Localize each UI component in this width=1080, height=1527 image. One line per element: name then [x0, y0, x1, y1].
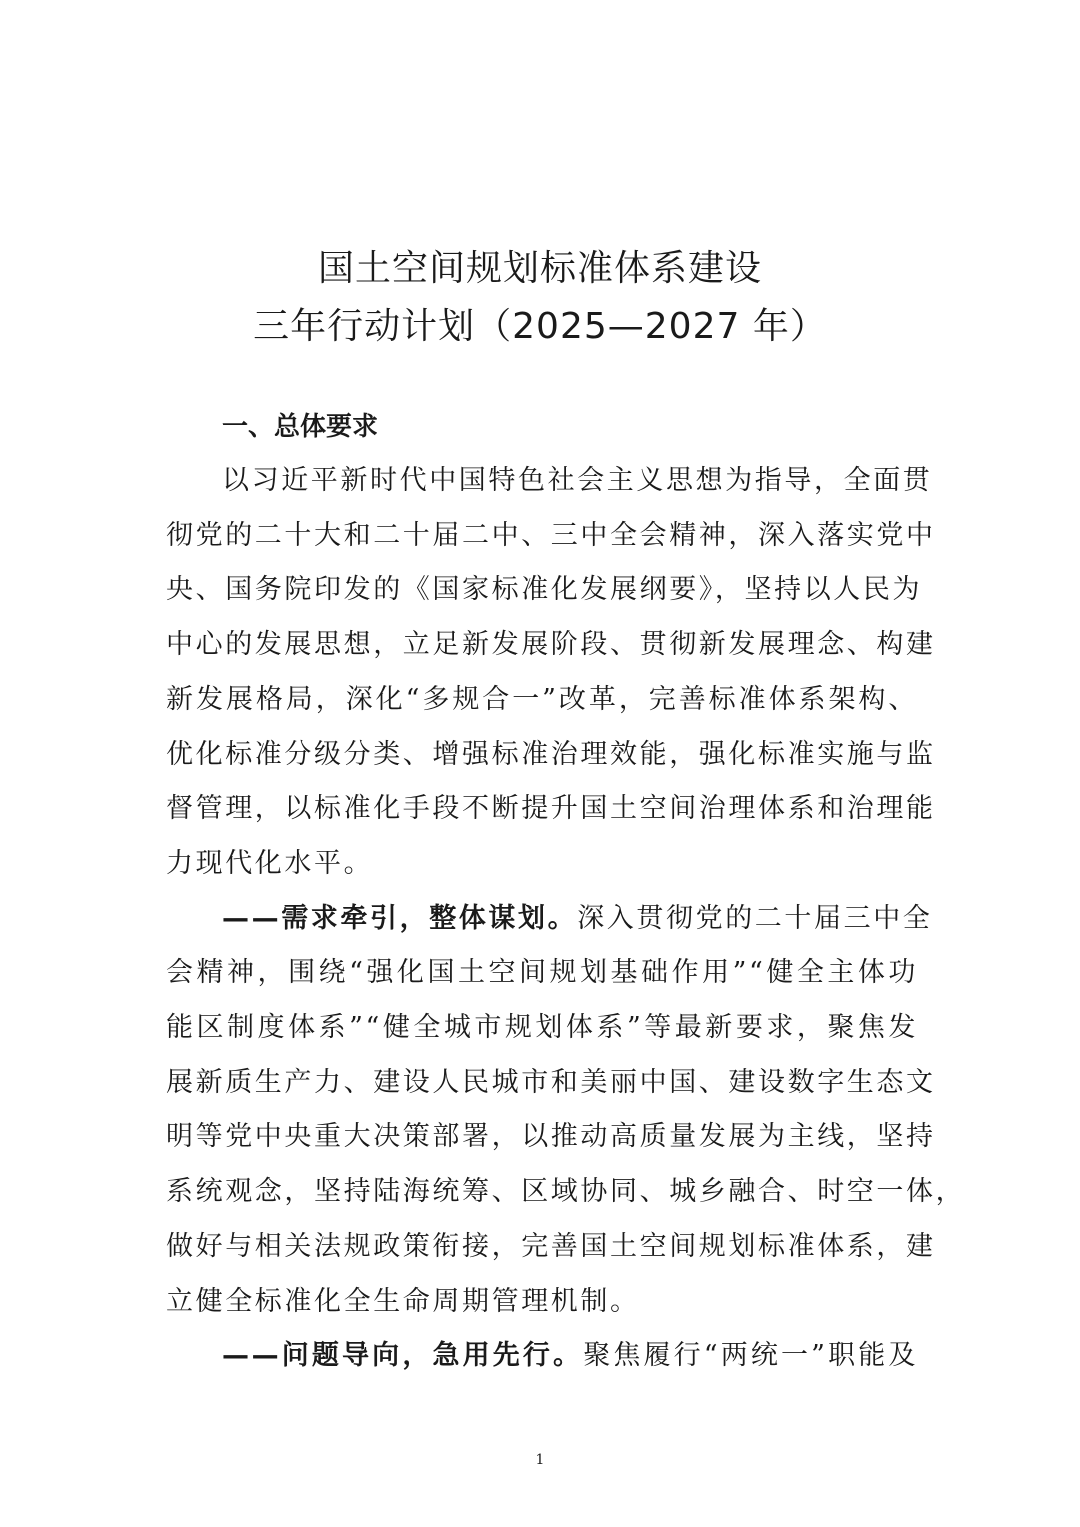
paragraph-2-line: 做好与相关法规政策衔接，完善国土空间规划标准体系，建 — [166, 1230, 936, 1262]
paragraph-2-line: 能区制度体系”“健全城市规划体系”等最新要求，聚焦发 — [166, 1012, 918, 1044]
page-number: 1 — [535, 1452, 545, 1468]
title-line-1: 国土空间规划标准体系建设 — [317, 248, 762, 289]
paragraph-2-first-rest: 深入贯彻党的二十届三中全 — [577, 902, 933, 934]
paragraph-1 — [166, 454, 936, 892]
paragraph-2-line: 立健全标准化全生命周期管理机制。 — [166, 1285, 640, 1317]
paragraph-1-line: 力现代化水平。 — [166, 847, 374, 879]
document-title — [0, 240, 1080, 356]
paragraph-3-first-line — [166, 1329, 918, 1384]
title-line-2: 三年行动计划（2025—2027 年） — [253, 306, 827, 347]
paragraph-1-line: 新发展格局，深化“多规合一”改革，完善标准体系架构、 — [166, 683, 918, 715]
paragraph-2-line: 会精神，围绕“强化国土空间规划基础作用”“健全主体功 — [166, 957, 918, 989]
document-body — [166, 400, 966, 1384]
paragraph-2 — [166, 892, 966, 1330]
paragraph-3-lead: ——问题导向，急用先行。 — [222, 1340, 584, 1372]
paragraph-1-line: 优化标准分级分类、增强标准治理效能，强化标准实施与监 — [166, 738, 936, 770]
paragraph-1-line: 督管理，以标准化手段不断提升国土空间治理体系和治理能 — [166, 793, 936, 825]
paragraph-2-first-line — [166, 892, 933, 947]
paragraph-2-line: 展新质生产力、建设人民城市和美丽中国、建设数字生态文 — [166, 1066, 936, 1098]
paragraph-3-first-rest: 聚焦履行“两统一”职能及 — [583, 1340, 919, 1372]
section-heading-general-requirements: 一、总体要求 — [222, 412, 379, 442]
paragraph-3 — [166, 1329, 918, 1384]
paragraph-1-line: 彻党的二十大和二十届二中、三中全会精神，深入落实党中 — [166, 519, 936, 551]
paragraph-1-line: 央、国务院印发的《国家标准化发展纲要》，坚持以人民为 — [166, 574, 923, 606]
paragraph-1-line: 中心的发展思想，立足新发展阶段、贯彻新发展理念、构建 — [166, 629, 936, 661]
paragraph-2-line: 明等党中央重大决策部署，以推动高质量发展为主线，坚持 — [166, 1121, 936, 1153]
paragraph-2-line: 系统观念，坚持陆海统筹、区域协同、城乡融合、时空一体， — [166, 1176, 966, 1208]
paragraph-1-line: 以习近平新时代中国特色社会主义思想为指导，全面贯 — [222, 465, 933, 496]
paragraph-2-lead: ——需求牵引，整体谋划。 — [222, 902, 578, 934]
